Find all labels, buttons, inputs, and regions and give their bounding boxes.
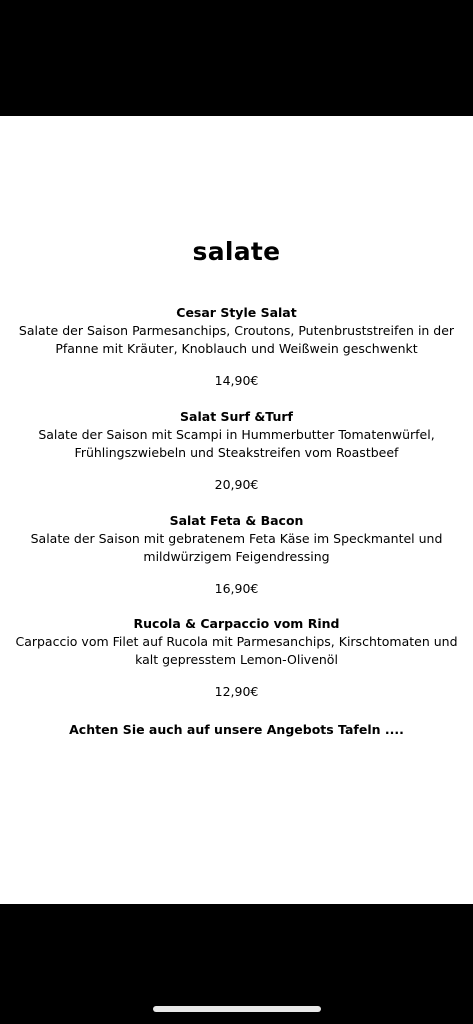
menu-item-description-line: Carpaccio vom Filet auf Rucola mit Parmesanchips, Kirschtomaten und [15, 634, 458, 649]
menu-item-price: 14,90€ [214, 373, 259, 388]
menu-item-description-line: Salate der Saison mit Scampi in Hummerbutter Tomatenwürfel, [38, 427, 435, 442]
menu-item-description-line: Pfanne mit Kräuter, Knoblauch und Weißwein geschwenkt [55, 341, 418, 356]
menu-item-description [0, 530, 473, 566]
footer-note: Achten Sie auch auf unsere Angebots Tafeln .... [69, 722, 404, 737]
menu-item-description-line: kalt gepresstem Lemon-Olivenöl [135, 652, 338, 667]
menu-item-description-line: Salate der Saison mit gebratenem Feta Käse im Speckmantel und [30, 531, 443, 546]
menu-item-description-line: Salate der Saison Parmesanchips, Croutons, Putenbruststreifen in der [18, 323, 455, 338]
menu-item-description-line: Frühlingszwiebeln und Steakstreifen vom Roastbeef [74, 445, 399, 460]
top-black-bar [0, 0, 473, 116]
menu-item-description [0, 426, 473, 462]
menu-item-price: 12,90€ [214, 684, 259, 699]
menu-item [0, 408, 473, 494]
menu-item-price: 16,90€ [214, 581, 259, 596]
menu-item [0, 512, 473, 598]
menu-item-name: Salat Feta & Bacon [169, 513, 304, 528]
home-indicator[interactable] [153, 1006, 321, 1012]
menu-item-name: Salat Surf &Turf [180, 409, 293, 424]
menu-item-name: Cesar Style Salat [176, 305, 297, 320]
menu-item-name: Rucola & Carpaccio vom Rind [133, 616, 340, 631]
menu-page [0, 116, 473, 904]
menu-item-price: 20,90€ [214, 477, 259, 492]
menu-item [0, 615, 473, 701]
menu-item-description [0, 633, 473, 669]
page-title: salate [192, 237, 281, 266]
menu-item [0, 304, 473, 390]
menu-item-description-line: mildwürzigem Feigendressing [143, 549, 330, 564]
menu-item-description [0, 322, 473, 358]
